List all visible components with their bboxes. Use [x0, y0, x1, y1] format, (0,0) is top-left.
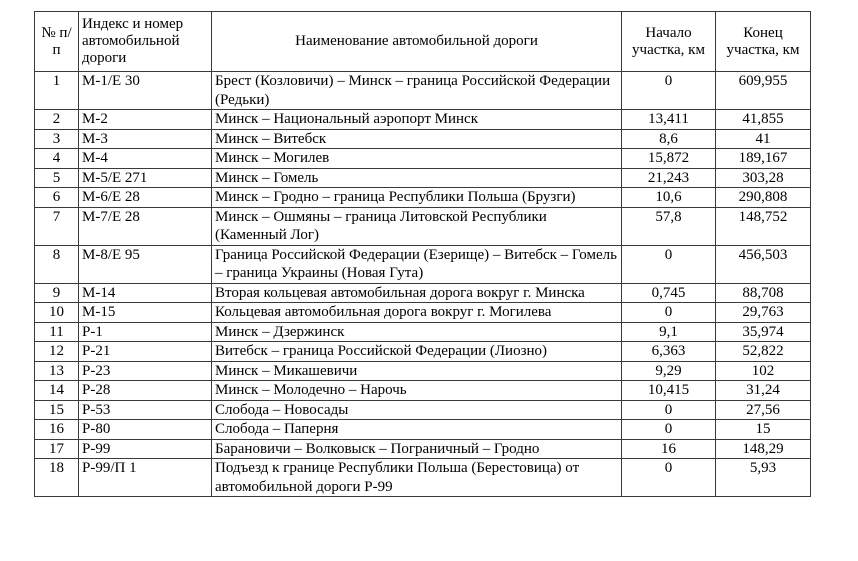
table-row — [35, 322, 811, 342]
segment-end-cell: 41,855 — [716, 110, 811, 130]
segment-end-cell: 290,808 — [716, 188, 811, 208]
segment-end-cell: 35,974 — [716, 322, 811, 342]
row-number-cell: 7 — [35, 207, 79, 245]
segment-end-cell: 52,822 — [716, 342, 811, 362]
road-name-cell: Слобода – Новосады — [212, 400, 622, 420]
row-number-cell: 11 — [35, 322, 79, 342]
road-name-cell: Витебск – граница Российской Федерации (Лиозно) — [212, 342, 622, 362]
row-number-cell: 8 — [35, 245, 79, 283]
road-index-cell: Р-99/П 1 — [79, 459, 212, 497]
road-name-cell: Минск – Ошмяны – граница Литовской Республики (Каменный Лог) — [212, 207, 622, 245]
segment-end-cell: 5,93 — [716, 459, 811, 497]
row-number-cell: 6 — [35, 188, 79, 208]
road-name-cell: Минск – Молодечно – Нарочь — [212, 381, 622, 401]
row-number-cell: 16 — [35, 420, 79, 440]
table-row — [35, 420, 811, 440]
row-number-cell: 9 — [35, 283, 79, 303]
table-row — [35, 400, 811, 420]
segment-start-cell: 9,29 — [622, 361, 716, 381]
table-row — [35, 168, 811, 188]
header-end: Конец участка, км — [716, 12, 811, 72]
segment-start-cell: 0 — [622, 420, 716, 440]
table-row — [35, 129, 811, 149]
table-row — [35, 245, 811, 283]
road-name-cell: Минск – Микашевичи — [212, 361, 622, 381]
road-index-cell: Р-99 — [79, 439, 212, 459]
segment-start-cell: 6,363 — [622, 342, 716, 362]
road-name-cell: Минск – Могилев — [212, 149, 622, 169]
table-row — [35, 149, 811, 169]
table-row — [35, 361, 811, 381]
segment-start-cell: 57,8 — [622, 207, 716, 245]
table-row — [35, 303, 811, 323]
segment-start-cell: 0,745 — [622, 283, 716, 303]
road-name-cell: Минск – Национальный аэропорт Минск — [212, 110, 622, 130]
road-index-cell: М-2 — [79, 110, 212, 130]
table-row — [35, 207, 811, 245]
road-index-cell: М-7/Е 28 — [79, 207, 212, 245]
segment-start-cell: 0 — [622, 245, 716, 283]
road-index-cell: Р-1 — [79, 322, 212, 342]
table-body — [35, 72, 811, 497]
road-name-cell: Барановичи – Волковыск – Пограничный – Гродно — [212, 439, 622, 459]
road-index-cell: Р-80 — [79, 420, 212, 440]
table-row — [35, 72, 811, 110]
segment-end-cell: 189,167 — [716, 149, 811, 169]
road-index-cell: Р-28 — [79, 381, 212, 401]
road-index-cell: М-1/Е 30 — [79, 72, 212, 110]
segment-end-cell: 27,56 — [716, 400, 811, 420]
road-name-cell: Минск – Гомель — [212, 168, 622, 188]
road-index-cell: Р-53 — [79, 400, 212, 420]
segment-end-cell: 88,708 — [716, 283, 811, 303]
segment-start-cell: 0 — [622, 459, 716, 497]
table-row — [35, 439, 811, 459]
row-number-cell: 12 — [35, 342, 79, 362]
row-number-cell: 13 — [35, 361, 79, 381]
segment-start-cell: 10,415 — [622, 381, 716, 401]
row-number-cell: 10 — [35, 303, 79, 323]
segment-end-cell: 148,29 — [716, 439, 811, 459]
header-row — [35, 12, 811, 72]
road-index-cell: М-8/Е 95 — [79, 245, 212, 283]
header-index: Индекс и номер автомобильной дороги — [79, 12, 212, 72]
segment-end-cell: 41 — [716, 129, 811, 149]
row-number-cell: 4 — [35, 149, 79, 169]
segment-end-cell: 15 — [716, 420, 811, 440]
segment-end-cell: 609,955 — [716, 72, 811, 110]
segment-start-cell: 9,1 — [622, 322, 716, 342]
segment-start-cell: 0 — [622, 400, 716, 420]
road-name-cell: Минск – Дзержинск — [212, 322, 622, 342]
row-number-cell: 18 — [35, 459, 79, 497]
segment-end-cell: 456,503 — [716, 245, 811, 283]
segment-start-cell: 8,6 — [622, 129, 716, 149]
row-number-cell: 14 — [35, 381, 79, 401]
header-num: № п/п — [35, 12, 79, 72]
segment-end-cell: 29,763 — [716, 303, 811, 323]
row-number-cell: 17 — [35, 439, 79, 459]
table-row — [35, 381, 811, 401]
table-row — [35, 283, 811, 303]
header-start: Начало участка, км — [622, 12, 716, 72]
table-row — [35, 342, 811, 362]
row-number-cell: 2 — [35, 110, 79, 130]
segment-start-cell: 10,6 — [622, 188, 716, 208]
roads-table — [34, 11, 811, 497]
road-index-cell: М-14 — [79, 283, 212, 303]
road-index-cell: М-6/Е 28 — [79, 188, 212, 208]
segment-start-cell: 13,411 — [622, 110, 716, 130]
segment-start-cell: 16 — [622, 439, 716, 459]
segment-end-cell: 31,24 — [716, 381, 811, 401]
road-name-cell: Минск – Витебск — [212, 129, 622, 149]
segment-start-cell: 15,872 — [622, 149, 716, 169]
table-row — [35, 459, 811, 497]
segment-end-cell: 102 — [716, 361, 811, 381]
segment-start-cell: 0 — [622, 303, 716, 323]
segment-start-cell: 0 — [622, 72, 716, 110]
road-name-cell: Слобода – Паперня — [212, 420, 622, 440]
road-name-cell: Подъезд к границе Республики Польша (Берестовица) от автомобильной дороги Р-99 — [212, 459, 622, 497]
roads-table-container — [34, 11, 811, 497]
road-name-cell: Вторая кольцевая автомобильная дорога вокруг г. Минска — [212, 283, 622, 303]
road-index-cell: Р-21 — [79, 342, 212, 362]
row-number-cell: 15 — [35, 400, 79, 420]
row-number-cell: 5 — [35, 168, 79, 188]
road-index-cell: Р-23 — [79, 361, 212, 381]
row-number-cell: 3 — [35, 129, 79, 149]
road-name-cell: Минск – Гродно – граница Республики Польша (Брузги) — [212, 188, 622, 208]
row-number-cell: 1 — [35, 72, 79, 110]
road-name-cell: Кольцевая автомобильная дорога вокруг г. Могилева — [212, 303, 622, 323]
segment-start-cell: 21,243 — [622, 168, 716, 188]
header-name: Наименование автомобильной дороги — [212, 12, 622, 72]
road-name-cell: Брест (Козловичи) – Минск – граница Российской Федерации (Редьки) — [212, 72, 622, 110]
road-index-cell: М-3 — [79, 129, 212, 149]
road-index-cell: М-15 — [79, 303, 212, 323]
road-index-cell: М-4 — [79, 149, 212, 169]
segment-end-cell: 148,752 — [716, 207, 811, 245]
road-index-cell: М-5/Е 271 — [79, 168, 212, 188]
table-row — [35, 110, 811, 130]
road-name-cell: Граница Российской Федерации (Езерище) – Витебск – Гомель – граница Украины (Новая Гута) — [212, 245, 622, 283]
segment-end-cell: 303,28 — [716, 168, 811, 188]
table-row — [35, 188, 811, 208]
